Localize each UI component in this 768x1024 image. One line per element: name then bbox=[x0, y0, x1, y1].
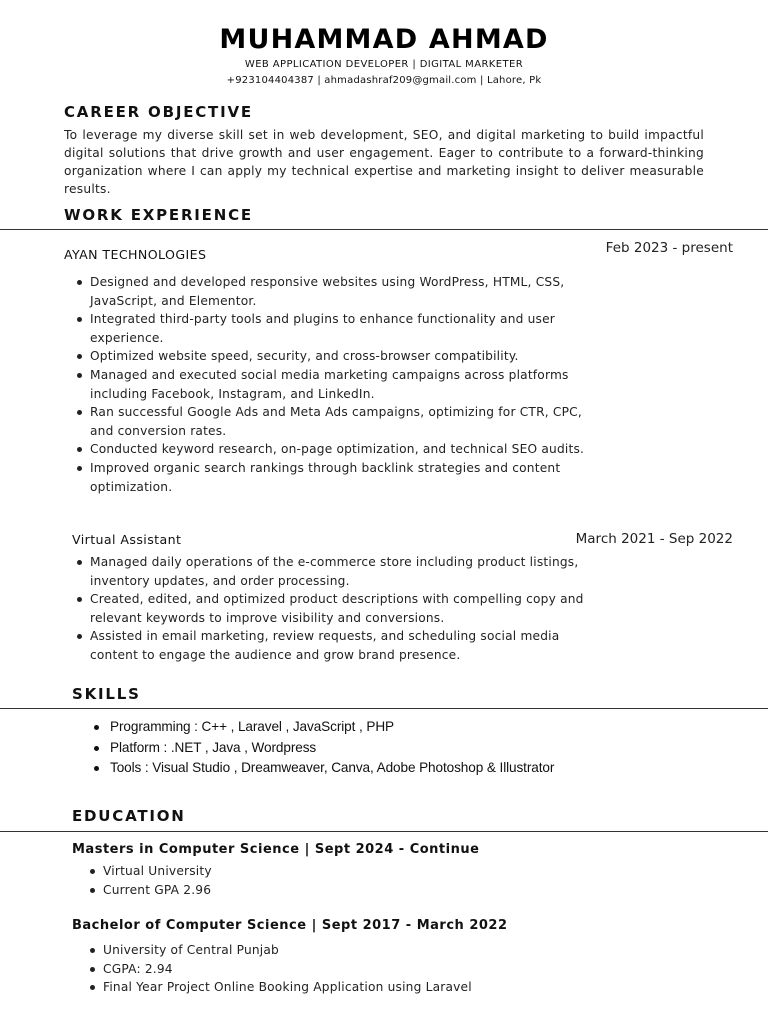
career-objective-text: To leverage my diverse skill set in web development, SEO, and digital marketing to build impactful digital solutions that drive growth and user engagement. Eager to contribute to a forward-thinking organization where I can apply my technical expertise and marketing insight to deliver measurable results. bbox=[64, 128, 704, 196]
job-date-ayan: Feb 2023 - present bbox=[605, 240, 733, 256]
list-item: Conducted keyword research, on-page optimization, and technical SEO audits. bbox=[76, 440, 596, 459]
degree-masters: Masters in Computer Science | Sept 2024 - Continue bbox=[72, 842, 480, 857]
list-item: Ran successful Google Ads and Meta Ads campaigns, optimizing for CTR, CPC, and conversion rates. bbox=[76, 403, 596, 440]
list-item: Final Year Project Online Booking Application using Laravel bbox=[89, 978, 589, 997]
list-item: Managed and executed social media marketing campaigns across platforms including Facebook, Instagram, and LinkedIn. bbox=[76, 366, 596, 403]
job-title-ayan: AYAN TECHNOLOGIES bbox=[64, 247, 207, 262]
list-item: Tools : Visual Studio , Dreamweaver, Canva, Adobe Photoshop & Illustrator bbox=[92, 758, 554, 779]
section-divider bbox=[0, 831, 768, 832]
degree-details-masters bbox=[89, 862, 589, 899]
list-item: Designed and developed responsive websites using WordPress, HTML, CSS, JavaScript, and Elementor. bbox=[76, 273, 596, 310]
candidate-name: MUHAMMAD AHMAD bbox=[219, 24, 549, 55]
contact-info: +923104404387 | ahmadashraf209@gmail.com | Lahore, Pk bbox=[226, 75, 542, 86]
degree-bachelors: Bachelor of Computer Science | Sept 2017 - March 2022 bbox=[72, 918, 508, 933]
skills-heading: SKILLS bbox=[72, 685, 141, 703]
list-item: Managed daily operations of the e-commerce store including product listings, inventory updates, and order processing. bbox=[76, 553, 596, 590]
list-item: Programming : C++ , Laravel , JavaScript , PHP bbox=[92, 717, 554, 738]
education-heading: EDUCATION bbox=[72, 807, 186, 825]
list-item: CGPA: 2.94 bbox=[89, 960, 589, 979]
list-item: Current GPA 2.96 bbox=[89, 881, 589, 900]
list-item: Assisted in email marketing, review requests, and scheduling social media content to engage the audience and grow brand presence. bbox=[76, 627, 596, 664]
degree-details-bachelors bbox=[89, 941, 589, 997]
work-experience-heading: WORK EXPERIENCE bbox=[64, 206, 253, 224]
section-divider bbox=[0, 229, 768, 230]
list-item: Improved organic search rankings through backlink strategies and content optimization. bbox=[76, 459, 596, 496]
list-item: Virtual University bbox=[89, 862, 589, 881]
section-divider bbox=[0, 708, 768, 709]
job-date-virtual-assistant: March 2021 - Sep 2022 bbox=[575, 531, 733, 547]
job-duties-ayan bbox=[76, 273, 596, 496]
list-item: University of Central Punjab bbox=[89, 941, 589, 960]
list-item: Platform : .NET , Java , Wordpress bbox=[92, 738, 554, 759]
list-item: Integrated third-party tools and plugins to enhance functionality and user experience. bbox=[76, 310, 596, 347]
job-duties-virtual-assistant bbox=[76, 553, 596, 665]
list-item: Optimized website speed, security, and cross-browser compatibility. bbox=[76, 347, 596, 366]
job-title-virtual-assistant: Virtual Assistant bbox=[72, 532, 182, 547]
list-item: Created, edited, and optimized product descriptions with compelling copy and relevant keywords to improve visibility and conversions. bbox=[76, 590, 596, 627]
skills-list bbox=[92, 717, 554, 779]
job-titles: WEB APPLICATION DEVELOPER | DIGITAL MARKETER bbox=[244, 59, 524, 70]
career-objective-heading: CAREER OBJECTIVE bbox=[64, 103, 253, 121]
